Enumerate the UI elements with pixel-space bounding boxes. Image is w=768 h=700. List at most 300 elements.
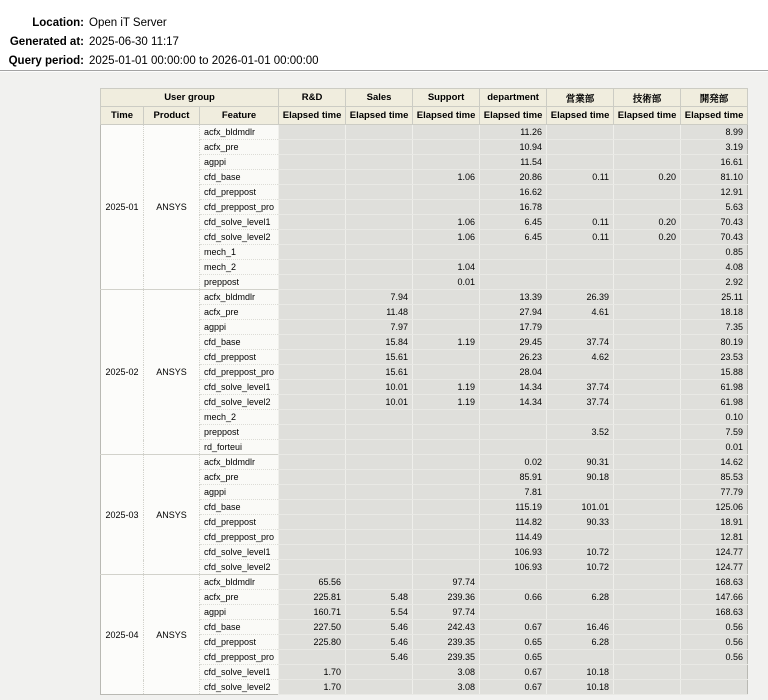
value-cell (547, 365, 614, 380)
value-cell: 0.01 (413, 275, 480, 290)
column-header-usergroup-6: 開発部 (681, 89, 748, 107)
value-cell: 0.67 (480, 665, 547, 680)
table-row (101, 575, 748, 590)
value-cell (279, 560, 346, 575)
value-cell (279, 290, 346, 305)
value-cell: 1.70 (279, 680, 346, 695)
value-cell (614, 560, 681, 575)
value-cell (614, 545, 681, 560)
value-cell (279, 485, 346, 500)
value-cell (413, 365, 480, 380)
value-cell (413, 455, 480, 470)
feature-cell: cfd_solve_level1 (200, 665, 279, 680)
value-cell: 29.45 (480, 335, 547, 350)
value-cell (413, 305, 480, 320)
value-cell (279, 185, 346, 200)
value-cell (614, 350, 681, 365)
value-cell (346, 125, 413, 140)
value-cell: 10.18 (547, 680, 614, 695)
feature-cell: cfd_preppost (200, 185, 279, 200)
value-cell: 17.79 (480, 320, 547, 335)
value-cell (614, 200, 681, 215)
value-cell: 0.10 (681, 410, 748, 425)
value-cell: 0.02 (480, 455, 547, 470)
value-cell: 27.94 (480, 305, 547, 320)
value-cell (279, 215, 346, 230)
value-cell (547, 575, 614, 590)
value-cell: 14.34 (480, 395, 547, 410)
feature-cell: acfx_bldmdlr (200, 455, 279, 470)
value-cell (279, 140, 346, 155)
generated-at-value: 2025-06-30 11:17 (89, 36, 179, 48)
value-cell: 15.84 (346, 335, 413, 350)
value-cell: 106.93 (480, 560, 547, 575)
value-cell: 1.19 (413, 335, 480, 350)
feature-cell: rd_forteui (200, 440, 279, 455)
column-header-usergroup-4: 営業部 (547, 89, 614, 107)
elapsed-time-report-table (100, 88, 748, 695)
value-cell (480, 440, 547, 455)
feature-cell: agppi (200, 155, 279, 170)
value-cell (279, 155, 346, 170)
column-header-elapsed-time-4: Elapsed time (547, 107, 614, 125)
query-period-value: 2025-01-01 00:00:00 to 2026-01-01 00:00:00 (89, 55, 319, 67)
value-cell: 10.01 (346, 395, 413, 410)
meta-generated-at (0, 33, 768, 52)
value-cell (614, 380, 681, 395)
feature-cell: cfd_preppost (200, 350, 279, 365)
value-cell: 18.91 (681, 515, 748, 530)
value-cell (346, 680, 413, 695)
value-cell: 5.63 (681, 200, 748, 215)
value-cell (413, 140, 480, 155)
time-cell: 2025-04 (101, 575, 144, 695)
feature-cell: cfd_solve_level1 (200, 380, 279, 395)
feature-cell: cfd_solve_level1 (200, 545, 279, 560)
value-cell (614, 485, 681, 500)
value-cell: 14.34 (480, 380, 547, 395)
value-cell: 5.46 (346, 620, 413, 635)
value-cell (614, 650, 681, 665)
value-cell: 15.88 (681, 365, 748, 380)
value-cell: 125.06 (681, 500, 748, 515)
value-cell: 0.56 (681, 650, 748, 665)
column-header-elapsed-time-5: Elapsed time (614, 107, 681, 125)
value-cell (279, 530, 346, 545)
value-cell (614, 305, 681, 320)
value-cell (547, 320, 614, 335)
value-cell (279, 380, 346, 395)
feature-cell: cfd_preppost_pro (200, 365, 279, 380)
value-cell: 160.71 (279, 605, 346, 620)
value-cell (279, 200, 346, 215)
value-cell: 0.11 (547, 215, 614, 230)
value-cell (614, 440, 681, 455)
value-cell (547, 245, 614, 260)
feature-cell: cfd_solve_level2 (200, 395, 279, 410)
value-cell: 14.62 (681, 455, 748, 470)
header-row-groups (101, 89, 748, 107)
product-cell: ANSYS (144, 575, 200, 695)
value-cell: 0.20 (614, 215, 681, 230)
value-cell (346, 200, 413, 215)
value-cell (480, 410, 547, 425)
value-cell: 20.86 (480, 170, 547, 185)
value-cell (614, 275, 681, 290)
time-cell: 2025-03 (101, 455, 144, 575)
value-cell (614, 320, 681, 335)
value-cell: 1.04 (413, 260, 480, 275)
value-cell (614, 530, 681, 545)
query-period-label: Query period: (8, 55, 84, 67)
value-cell: 26.39 (547, 290, 614, 305)
value-cell (614, 140, 681, 155)
value-cell (614, 155, 681, 170)
value-cell: 11.26 (480, 125, 547, 140)
value-cell (547, 140, 614, 155)
column-header-elapsed-time-3: Elapsed time (480, 107, 547, 125)
table-row (101, 290, 748, 305)
value-cell: 12.91 (681, 185, 748, 200)
value-cell: 0.65 (480, 635, 547, 650)
feature-cell: preppost (200, 425, 279, 440)
value-cell: 61.98 (681, 395, 748, 410)
value-cell: 7.35 (681, 320, 748, 335)
value-cell (480, 575, 547, 590)
value-cell: 1.06 (413, 215, 480, 230)
value-cell: 1.06 (413, 170, 480, 185)
value-cell (614, 470, 681, 485)
value-cell (480, 260, 547, 275)
value-cell (346, 545, 413, 560)
feature-cell: cfd_base (200, 170, 279, 185)
value-cell (413, 185, 480, 200)
feature-cell: mech_2 (200, 410, 279, 425)
value-cell: 1.19 (413, 395, 480, 410)
column-header-usergroup-5: 技術部 (614, 89, 681, 107)
value-cell (279, 365, 346, 380)
value-cell (614, 290, 681, 305)
value-cell (480, 425, 547, 440)
value-cell (547, 485, 614, 500)
value-cell (614, 605, 681, 620)
value-cell (547, 530, 614, 545)
value-cell: 10.94 (480, 140, 547, 155)
value-cell: 97.74 (413, 575, 480, 590)
value-cell: 15.61 (346, 350, 413, 365)
location-label: Location: (32, 17, 84, 29)
value-cell (279, 545, 346, 560)
value-cell (346, 425, 413, 440)
value-cell: 10.18 (547, 665, 614, 680)
value-cell (614, 455, 681, 470)
value-cell: 28.04 (480, 365, 547, 380)
column-header-usergroup-2: Support (413, 89, 480, 107)
value-cell: 7.94 (346, 290, 413, 305)
value-cell: 7.81 (480, 485, 547, 500)
value-cell (614, 500, 681, 515)
value-cell (614, 665, 681, 680)
value-cell (279, 320, 346, 335)
table-row (101, 455, 748, 470)
value-cell (413, 515, 480, 530)
value-cell: 3.08 (413, 665, 480, 680)
value-cell: 37.74 (547, 380, 614, 395)
value-cell: 0.67 (480, 680, 547, 695)
value-cell: 114.49 (480, 530, 547, 545)
value-cell: 7.97 (346, 320, 413, 335)
feature-cell: acfx_bldmdlr (200, 575, 279, 590)
value-cell: 10.72 (547, 545, 614, 560)
generated-at-label: Generated at: (9, 36, 84, 48)
value-cell: 0.11 (547, 230, 614, 245)
feature-cell: agppi (200, 485, 279, 500)
header-row-columns (101, 107, 748, 125)
value-cell: 4.08 (681, 260, 748, 275)
value-cell: 15.61 (346, 365, 413, 380)
value-cell (413, 350, 480, 365)
feature-cell: acfx_pre (200, 470, 279, 485)
value-cell (346, 515, 413, 530)
value-cell (346, 185, 413, 200)
value-cell (279, 260, 346, 275)
value-cell: 65.56 (279, 575, 346, 590)
value-cell: 13.39 (480, 290, 547, 305)
value-cell (413, 545, 480, 560)
value-cell: 114.82 (480, 515, 547, 530)
value-cell (614, 185, 681, 200)
value-cell (413, 200, 480, 215)
value-cell (614, 575, 681, 590)
value-cell (547, 275, 614, 290)
value-cell: 0.65 (480, 650, 547, 665)
value-cell (614, 245, 681, 260)
meta-location (0, 14, 768, 33)
value-cell: 0.56 (681, 635, 748, 650)
column-header-usergroup-1: Sales (346, 89, 413, 107)
value-cell (547, 410, 614, 425)
value-cell (413, 530, 480, 545)
value-cell: 90.33 (547, 515, 614, 530)
value-cell (413, 320, 480, 335)
value-cell: 124.77 (681, 545, 748, 560)
value-cell (614, 425, 681, 440)
value-cell: 4.62 (547, 350, 614, 365)
value-cell (346, 575, 413, 590)
value-cell (681, 680, 748, 695)
value-cell: 85.53 (681, 470, 748, 485)
value-cell: 70.43 (681, 215, 748, 230)
value-cell (614, 410, 681, 425)
column-header-usergroup-3: department (480, 89, 547, 107)
value-cell: 6.45 (480, 215, 547, 230)
value-cell (480, 275, 547, 290)
value-cell (547, 440, 614, 455)
value-cell: 0.85 (681, 245, 748, 260)
value-cell: 1.70 (279, 665, 346, 680)
value-cell: 37.74 (547, 335, 614, 350)
value-cell (346, 260, 413, 275)
value-cell (279, 275, 346, 290)
value-cell (413, 410, 480, 425)
value-cell (346, 245, 413, 260)
feature-cell: cfd_solve_level2 (200, 560, 279, 575)
feature-cell: acfx_bldmdlr (200, 290, 279, 305)
report-meta (0, 14, 768, 71)
feature-cell: cfd_base (200, 335, 279, 350)
value-cell (346, 500, 413, 515)
user-group-header: User group (101, 89, 279, 107)
value-cell: 81.10 (681, 170, 748, 185)
feature-cell: acfx_bldmdlr (200, 125, 279, 140)
value-cell (614, 395, 681, 410)
value-cell: 3.08 (413, 680, 480, 695)
value-cell (279, 395, 346, 410)
feature-cell: acfx_pre (200, 590, 279, 605)
product-cell: ANSYS (144, 455, 200, 575)
value-cell: 18.18 (681, 305, 748, 320)
value-cell (346, 140, 413, 155)
table-header (101, 89, 748, 125)
value-cell (681, 665, 748, 680)
value-cell (547, 155, 614, 170)
value-cell (413, 425, 480, 440)
table-body (101, 125, 748, 695)
feature-cell: cfd_preppost_pro (200, 650, 279, 665)
value-cell: 61.98 (681, 380, 748, 395)
value-cell: 85.91 (480, 470, 547, 485)
value-cell (279, 305, 346, 320)
value-cell (614, 335, 681, 350)
value-cell (413, 290, 480, 305)
value-cell (413, 560, 480, 575)
value-cell: 4.61 (547, 305, 614, 320)
value-cell (279, 230, 346, 245)
value-cell (346, 170, 413, 185)
value-cell: 16.61 (681, 155, 748, 170)
value-cell: 70.43 (681, 230, 748, 245)
feature-cell: cfd_solve_level2 (200, 230, 279, 245)
feature-cell: preppost (200, 275, 279, 290)
value-cell (346, 530, 413, 545)
value-cell (413, 470, 480, 485)
value-cell: 101.01 (547, 500, 614, 515)
value-cell (614, 365, 681, 380)
value-cell: 6.28 (547, 590, 614, 605)
value-cell: 242.43 (413, 620, 480, 635)
value-cell: 0.20 (614, 230, 681, 245)
value-cell: 10.01 (346, 380, 413, 395)
value-cell: 5.48 (346, 590, 413, 605)
value-cell: 0.20 (614, 170, 681, 185)
meta-query-period (0, 52, 768, 71)
value-cell (346, 410, 413, 425)
product-cell: ANSYS (144, 125, 200, 290)
value-cell (279, 125, 346, 140)
value-cell: 0.67 (480, 620, 547, 635)
value-cell (279, 455, 346, 470)
feature-cell: cfd_solve_level2 (200, 680, 279, 695)
value-cell: 0.01 (681, 440, 748, 455)
table-row (101, 125, 748, 140)
value-cell: 6.45 (480, 230, 547, 245)
product-cell: ANSYS (144, 290, 200, 455)
value-cell (614, 590, 681, 605)
column-header-usergroup-0: R&D (279, 89, 346, 107)
value-cell: 97.74 (413, 605, 480, 620)
value-cell: 5.46 (346, 635, 413, 650)
value-cell (547, 185, 614, 200)
value-cell: 1.19 (413, 380, 480, 395)
value-cell: 12.81 (681, 530, 748, 545)
feature-cell: acfx_pre (200, 305, 279, 320)
value-cell: 168.63 (681, 575, 748, 590)
feature-cell: acfx_pre (200, 140, 279, 155)
value-cell (413, 245, 480, 260)
value-cell (614, 620, 681, 635)
value-cell (279, 515, 346, 530)
value-cell (279, 410, 346, 425)
feature-cell: cfd_preppost_pro (200, 530, 279, 545)
feature-cell: cfd_base (200, 620, 279, 635)
value-cell (346, 230, 413, 245)
value-cell: 239.35 (413, 635, 480, 650)
value-cell (346, 155, 413, 170)
value-cell (413, 155, 480, 170)
feature-cell: cfd_solve_level1 (200, 215, 279, 230)
value-cell: 239.36 (413, 590, 480, 605)
value-cell (279, 335, 346, 350)
value-cell: 1.06 (413, 230, 480, 245)
value-cell (547, 125, 614, 140)
value-cell (279, 650, 346, 665)
feature-cell: cfd_preppost_pro (200, 200, 279, 215)
value-cell (413, 125, 480, 140)
value-cell: 7.59 (681, 425, 748, 440)
value-cell: 5.46 (346, 650, 413, 665)
feature-cell: agppi (200, 320, 279, 335)
value-cell (279, 170, 346, 185)
value-cell: 77.79 (681, 485, 748, 500)
value-cell (614, 125, 681, 140)
value-cell (413, 500, 480, 515)
value-cell (279, 440, 346, 455)
value-cell (346, 665, 413, 680)
value-cell (413, 485, 480, 500)
value-cell (346, 485, 413, 500)
value-cell: 26.23 (480, 350, 547, 365)
column-header-elapsed-time-2: Elapsed time (413, 107, 480, 125)
value-cell (480, 605, 547, 620)
value-cell: 16.62 (480, 185, 547, 200)
value-cell: 6.28 (547, 635, 614, 650)
report-header-area (0, 0, 768, 70)
value-cell (346, 440, 413, 455)
value-cell: 11.54 (480, 155, 547, 170)
value-cell: 3.52 (547, 425, 614, 440)
feature-cell: mech_1 (200, 245, 279, 260)
value-cell: 8.99 (681, 125, 748, 140)
value-cell: 115.19 (480, 500, 547, 515)
value-cell (346, 215, 413, 230)
value-cell: 225.80 (279, 635, 346, 650)
feature-cell: cfd_preppost (200, 635, 279, 650)
column-header-elapsed-time-0: Elapsed time (279, 107, 346, 125)
value-cell: 0.66 (480, 590, 547, 605)
column-header-feature: Feature (200, 107, 279, 125)
value-cell: 11.48 (346, 305, 413, 320)
value-cell (279, 500, 346, 515)
